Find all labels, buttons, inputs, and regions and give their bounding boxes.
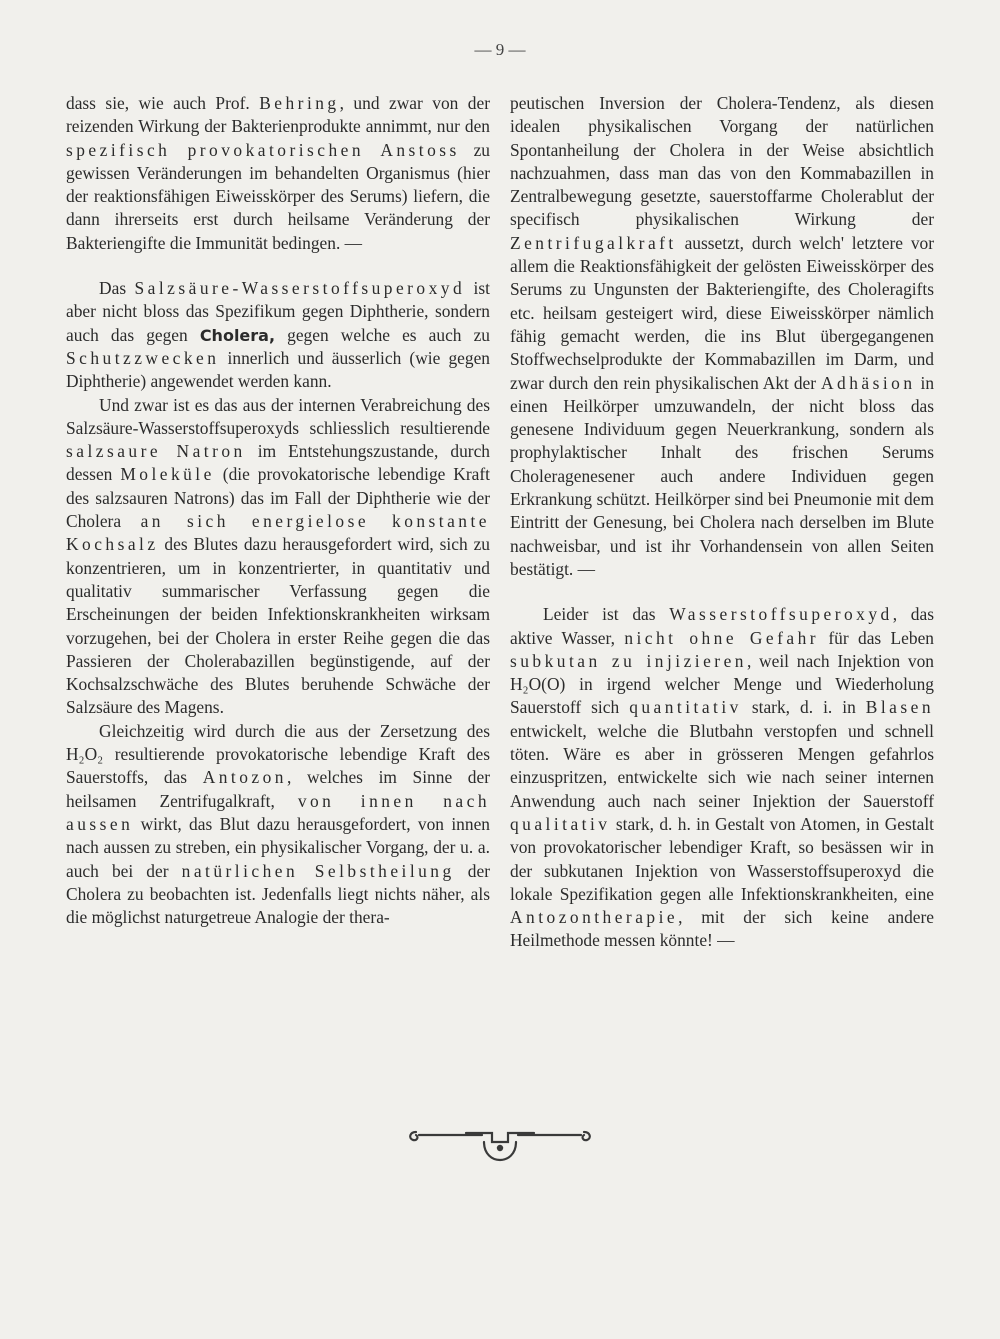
emphasis-text: qualitativ — [510, 813, 611, 834]
decorative-scroll-ornament-icon — [400, 1114, 600, 1170]
emphasis-text: Antozon — [202, 767, 287, 788]
page-number: — 9 — — [474, 40, 526, 59]
emphasis-text: spezifisch provokatorischen Anstoss — [66, 139, 460, 160]
emphasis-text: subkutan zu injizieren — [510, 650, 747, 671]
emphasis-text: Schutzzwecken — [66, 347, 220, 368]
right-paragraph-1: peutischen Inversion der Cholera-Tendenz, als diesen idealen physikalischen Vorgang der natürlichen Spontanheilung der Cholera in der Weise absichtlich nachzuahmen, dass man das von den Kommabazillen in Zentralbewegung gesetzte, sauerstoffarme Cholerablut der specifisch physikalischen Wirkung der Zentrifugalkraft aussetzt, durch welch' letztere vor allem die Reaktionsfähigkeit der gelösten Eiweisskörper des Serums zu Ungunsten der Bakteriengifte, des Choleragifts etc. heilsam gesteigert wird, diese Eiweisskörper nämlich fähig gemacht werden, die ins Blut übergegangenen Stoffwechselprodukte der Kommabazillen im Darm, und zwar durch den rein physikalischen Akt der Adhäsion in einen Heilkörper umzuwandeln, der nicht bloss das genesene Individuum gegen Neuerkrankung, sondern als prophylaktischer Inhalt des frischen Serums Choleragenesener auch andere Individuen gegen Erkrankung schützt. Heilkörper sind bei Pneumonie mit dem Eintritt der Genesung, bei Cholera nach derselben im Blute nachweisbar, und ist ihr Vorhandensein von allen Seiten bestätigt. — — [510, 93, 935, 579]
left-paragraph-1: dass sie, wie auch Prof. Behring, und zwar von der reizenden Wirkung der Bakterienprodukte annimmt, nur den spezifisch provokatorischen Anstoss zu gewissen Veränderungen im behandelten Organismus (hier der reaktionsfähigen Eiweisskörper des Serums) liefern, die dann ihrerseits erst durch heilsame Veränderung der Bakteriengifte die Immunität bedingen. — — [66, 93, 491, 253]
emphasis-text: quantitativ — [629, 697, 742, 718]
emphasis-text: salzsaure Natron — [66, 441, 246, 462]
emphasis-text: Adhäsion — [821, 372, 916, 393]
emphasis-text: Antozontherapie — [510, 907, 679, 928]
emphasis-text: Moleküle — [120, 464, 215, 485]
emphasis-text: Behring — [259, 93, 340, 113]
emphasis-text: von innen nach aussen — [66, 790, 490, 834]
left-column — [66, 92, 490, 929]
right-paragraph-2: Leider ist das Wasserstoffsuperoxyd, das aktive Wasser, nicht ohne Gefahr für das Leben subkutan zu injizieren, weil nach Injektion von H₂O(O) in irgend welcher Menge und Wiederholung Sauerstoff sich quantitativ stark, d. i. in Blasen entwickelt, welche die Blutbahn verstopfen und schnell töten. Wäre es aber in grösseren Mengen gefahrlos einzuspritzen, entwickelte sich wie nach seiner internen Anwendung auch nach seiner Injektion der Sauerstoff qualitativ stark, d. h. in Gestalt von Atomen, in Gestalt von provokatorischer lebendiger Kraft, so besässen wir in der subkutanen Injektion von Wasserstoffsuperoxyd die lokale Spezifikation gegen alle Infektionskrankheiten, eine Antozontherapie, mit der sich keine andere Heilmethode messen könnte! — — [510, 604, 934, 951]
emphasis-text: Zentrifugalkraft — [510, 232, 677, 253]
emphasis-text: Blasen — [865, 697, 934, 718]
emphasis-text: an sich energielose konstante Kochsalz — [66, 511, 490, 555]
bold-text: Cholera, — [199, 325, 276, 345]
left-paragraph-4: Gleichzeitig wird durch die aus der Zersetzung des H₂O₂ resultierende provokatorische lebendige Kraft des Sauerstoffs, das Antozon, welches im Sinne der heilsamen Zentrifugalkraft, von innen nach aussen wirkt, das Blut dazu herausgefordert, von innen nach aussen zu streben, ein physikalischer Vorgang, der u. a. auch bei der natürlichen Selbstheilung der Cholera zu beobachten ist. Jedenfalls liegt nichts näher, als die möglichst naturgetreue Analogie der thera- — [66, 720, 490, 928]
left-paragraph-2: Das Salzsäure-Wasserstoffsuperoxyd ist aber nicht bloss das Spezifikum gegen Diphtherie, sondern auch das gegen Cholera, gegen welche es auch zu Schutzzwecken innerlich und äusserlich (wie gegen Diphtherie) angewendet werden kann. — [66, 278, 491, 392]
emphasis-text: natürlichen Selbstheilung — [181, 860, 455, 881]
right-column — [510, 92, 934, 953]
emphasis-text: nicht ohne Gefahr — [624, 627, 820, 648]
emphasis-text: Salzsäure-Wasserstoffsuperoxyd — [134, 278, 466, 299]
left-paragraph-3: Und zwar ist es das aus der internen Verabreichung des Salzsäure-Wasserstoffsuperoxyds schliesslich resultierende salzsaure Natron im Entstehungszustande, durch dessen Moleküle (die provokatorische lebendige Kraft des salzsauren Natrons) das im Fall der Diphtherie wie der Cholera an sich energielose konstante Kochsalz des Blutes dazu herausgefordert wird, sich zu konzentrieren, um in konzentrierter, in quantitativ und qualitativ summarischer Verfassung gegen die Erscheinungen der beiden Infektionskrankheiten wirksam vorzugehen, bei der Cholera in erster Reihe gegen die das Passieren der Cholerabazillen begünstigende, auf der Kochsalzschwäche des Blutes beruhende Schwäche der Salzsäure des Magens. — [66, 394, 490, 718]
emphasis-text: Wasserstoffsuperoxyd — [669, 604, 893, 625]
